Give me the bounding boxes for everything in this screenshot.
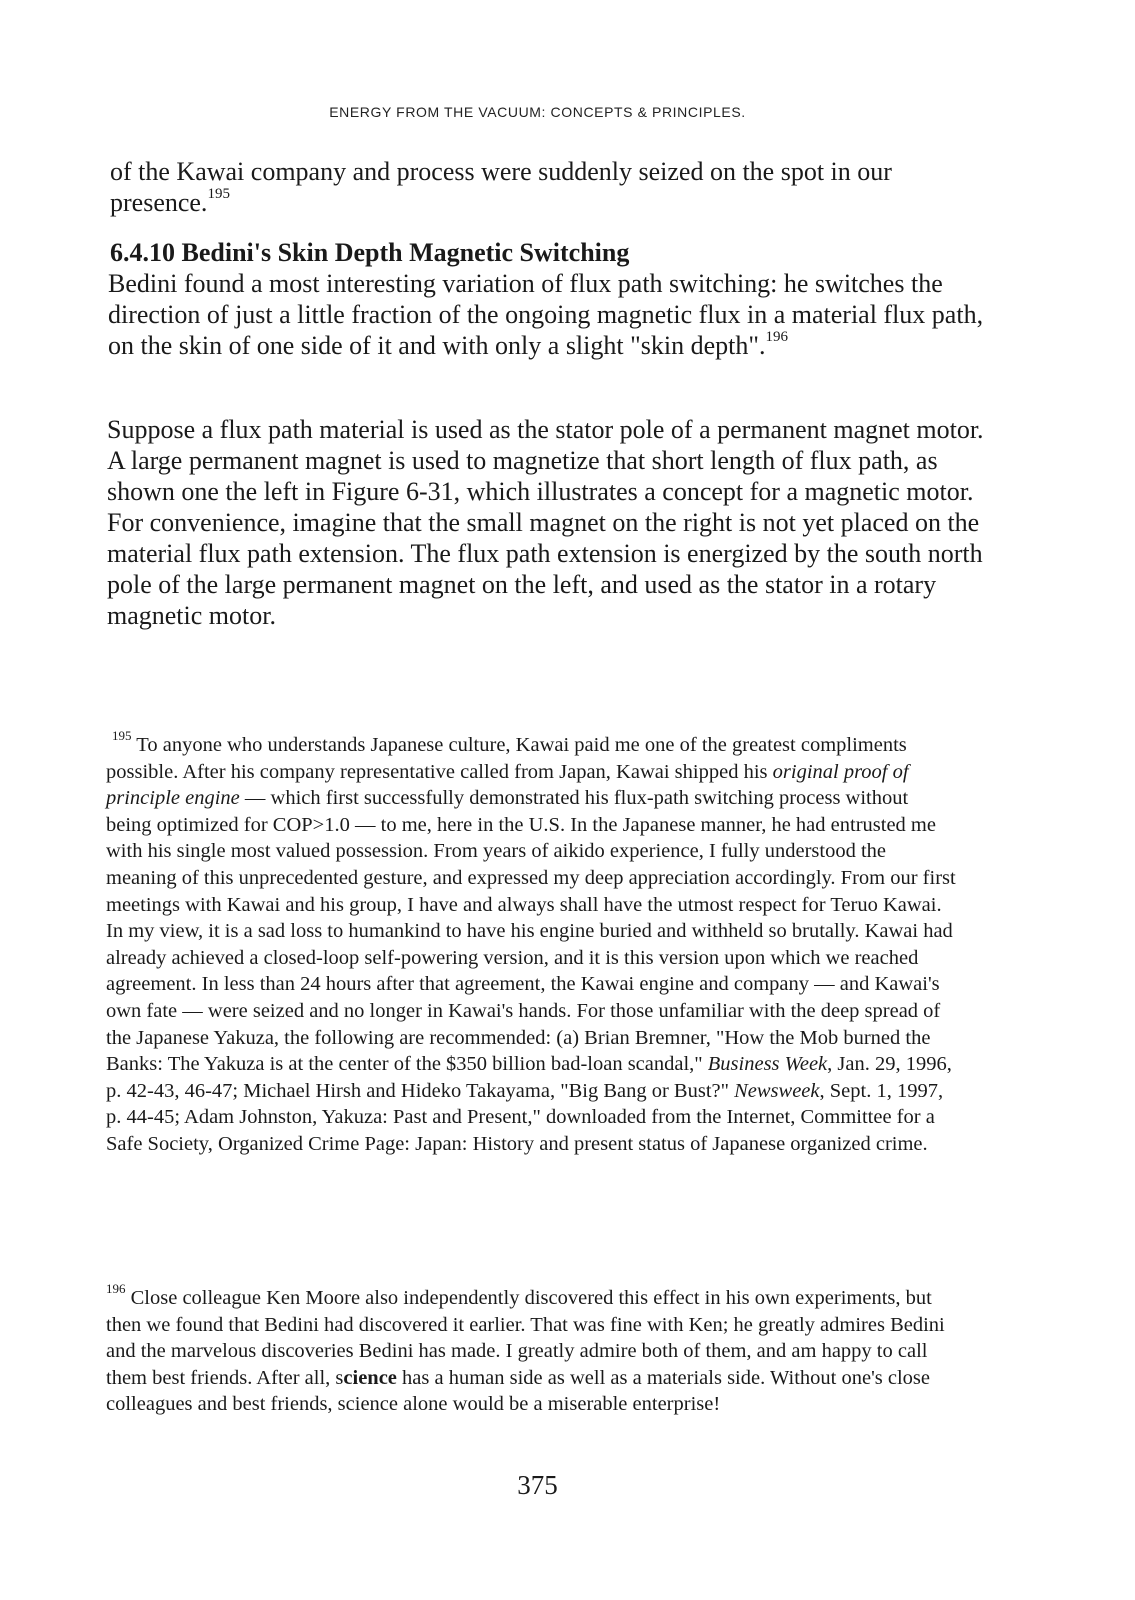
- footnote-text: Close colleague Ken Moore also independently discovered this effect in his own experiments, but then we found that Bedini had discovered it earlier. That was fine with Ken; he greatly admires Bedini and the marvelous discoveries Bedini has made. I greatly admire both of them, and am happy to call them best friends. After all, s: [106, 1287, 945, 1389]
- footnote-text: has a human side as well as a materials side. Without one's close colleagues and best friends, science alone would be a miserable enterprise!: [106, 1366, 930, 1416]
- footnote-number: 196: [106, 1281, 126, 1297]
- paragraph-text: Bedini found a most interesting variation of flux path switching: he switches the direction of just a little fraction of the ongoing magnetic flux in a material flux path, on the skin of one side of it and with only a slight "skin depth".: [108, 269, 984, 360]
- footnote-196: [106, 1281, 956, 1418]
- footnote-text: , Jan. 29, 1996, p. 42-43, 46-47; Michael Hirsh and Hideko Takayama, "Big Bang or Bust?": [106, 1053, 952, 1102]
- footnote-195: [106, 728, 956, 1158]
- section-heading: 6.4.10 Bedini's Skin Depth Magnetic Switching: [110, 238, 630, 267]
- running-header: ENERGY FROM THE VACUUM: CONCEPTS & PRINCIPLES.: [329, 104, 746, 120]
- footnote-italic-title: original proof of principle engine: [106, 760, 909, 810]
- paragraph-text: of the Kawai company and process were suddenly seized on the spot in our presence.: [110, 157, 892, 217]
- footnote-text: , Sept. 1, 1997, p. 44-45; Adam Johnston, Yakuza: Past and Present," downloaded from the Internet, Committee for a Safe Society, Organized Crime Page: Japan: History and present status of Japanese organized crime.: [106, 1079, 944, 1155]
- footnote-ref-196[interactable]: 196: [765, 329, 788, 346]
- paragraph-continuation: [110, 156, 990, 218]
- page-number: 375: [517, 1470, 558, 1500]
- footnote-number: 195: [112, 728, 132, 744]
- footnote-publication: Business Week: [707, 1053, 828, 1076]
- paragraph-stator: Suppose a flux path material is used as the stator pole of a permanent magnet motor. A large permanent magnet is used to magnetize that short length of flux path, as shown one the left in Figure 6-31, which illustrates a concept for a magnetic motor. For convenience, imagine that the small magnet on the right is not yet placed on the material flux path extension. The flux path extension is energized by the south north pole of the large permanent magnet on the left, and used as the stator in a rotary magnetic motor.: [107, 415, 984, 630]
- footnote-text: To anyone who understands Japanese culture, Kawai paid me one of the greatest compliments possible. After his company representative called from Japan, Kawai shipped his: [106, 734, 907, 783]
- paragraph-skin-depth: [108, 268, 988, 361]
- footnote-text: — which first successfully demonstrated his flux-path switching process without being optimized for COP>1.0 — to me, here in the U.S. In the Japanese manner, he had entrusted me with his single most valued possession. From years of aikido experience, I fully understood the meaning of this unprecedented gesture, and expressed my deep appreciation accordingly. From our first meetings with Kawai and his group, I have and always shall have the utmost respect for Teruo Kawai. In my view, it is a sad loss to humankind to have his engine buried and withheld so brutally. Kawai had already achieved a closed-loop self-powering version, and it is this version upon which we reached agreement. In less than 24 hours after that agreement, the Kawai engine and company — and Kawai's own fate — were seized and no longer in Kawai's hands. For those unfamiliar with the deep spread of the Japanese Yakuza, the following are recommended: (a) Brian Bremner, "How the Mob burned the Banks: The Yakuza is at the center of the $350 billion bad-loan scandal,": [106, 787, 956, 1076]
- footnote-bold-text: cience: [343, 1366, 397, 1389]
- footnote-publication: Newsweek: [734, 1079, 820, 1102]
- footnote-ref-195[interactable]: 195: [207, 186, 230, 203]
